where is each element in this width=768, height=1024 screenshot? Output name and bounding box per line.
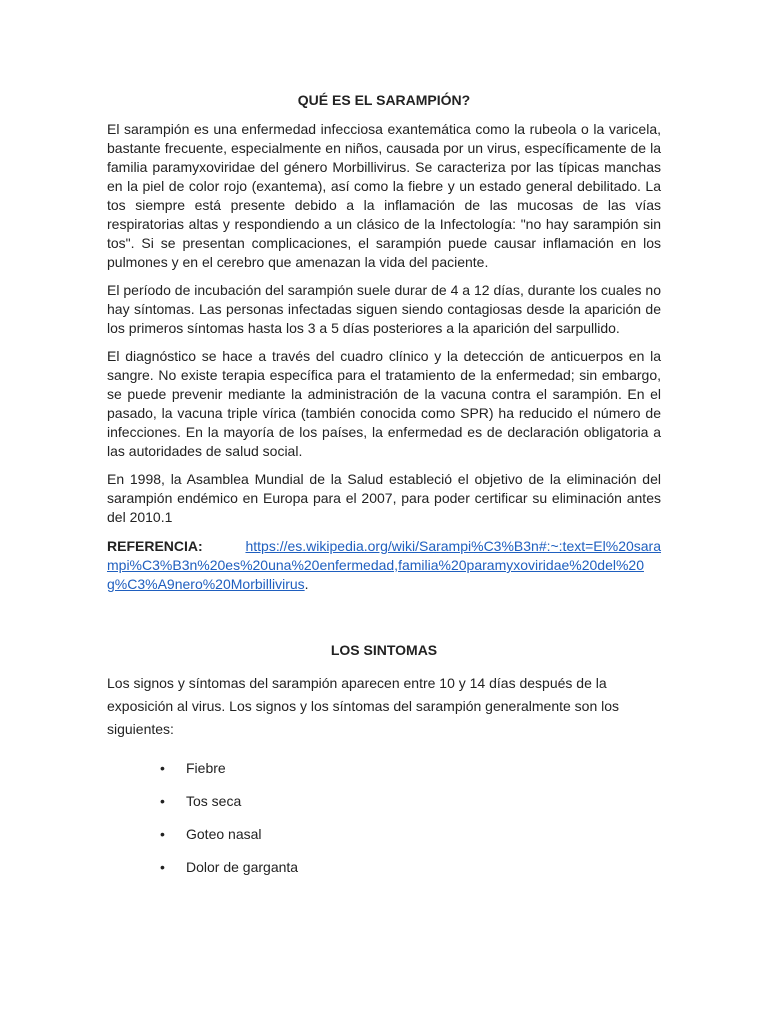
paragraph-sintomas-intro: Los signos y síntomas del sarampión aparecen entre 10 y 14 días después de la exposición al virus. Los signos y los síntomas del sarampión generalmente son los siguientes: [107, 675, 620, 737]
list-item [160, 759, 661, 777]
reference-label: REFERENCIA: [107, 538, 203, 554]
reference-trailing: . [304, 576, 309, 592]
symptom-label: Fiebre [186, 760, 226, 776]
reference-spacer [207, 538, 246, 554]
paragraph-diagnostico: El diagnóstico se hace a través del cuadro clínico y la detección de anticuerpos en la sangre. No existe terapia específica para el tratamiento de la enfermedad; sin embargo, se puede prevenir mediante la administración de la vacuna contra el sarampión. En el pasado, la vacuna triple vírica (también conocida como SPR) ha reducido el número de infecciones. En la mayoría de los países, la enfermedad es de declaración obligatoria a las autoridades de salud social. [107, 348, 661, 459]
document-page [107, 91, 661, 891]
bullet-icon: • [160, 826, 165, 842]
list-item [160, 858, 661, 876]
paragraph-definicion: El sarampión es una enfermedad infecciosa exantemática como la rubeola o la varicela, bastante frecuente, especialmente en niños, causada por un virus, específicamente de la familia paramyxoviridae del género Morbillivirus. Se caracteriza por las típicas manchas en la piel de color rojo (exantema), así como la fiebre y un estado general debilitado. La tos siempre está presente debido a la inflamación de las mucosas de las vías respiratorias altas y respondiendo a un clásico de la Infectología: "no hay sarampión sin tos". Si se presentan complicaciones, el sarampión puede causar inflamación en los pulmones y en el cerebro que amenazan la vida del paciente. [107, 121, 661, 270]
reference-line [107, 537, 661, 594]
paragraph-incubacion: El período de incubación del sarampión suele durar de 4 a 12 días, durante los cuales no hay síntomas. Las personas infectadas siguen siendo contagiosas desde la aparición de los primeros síntomas hasta los 3 a 5 días posteriores a la aparición del sarpullido. [107, 282, 661, 336]
symptoms-list [107, 759, 661, 876]
bullet-icon: • [160, 760, 165, 776]
section-title-que-es: QUÉ ES EL SARAMPIÓN? [297, 92, 471, 108]
paragraph-asamblea: En 1998, la Asamblea Mundial de la Salud estableció el objetivo de la eliminación del sarampión endémico en Europa para el 2007, para poder certificar su eliminación antes del 2010.1 [107, 471, 661, 525]
bullet-icon: • [160, 793, 165, 809]
reference-link[interactable]: https://es.wikipedia.org/wiki/Sarampi%C3%B3n#:~:text=El%20sarampi%C3%B3n%20es%20una%20enfermedad,familia%20paramyxoviridae%20del%20g%C3%A9nero%20Morbillivirus [107, 538, 662, 592]
symptom-label: Dolor de garganta [186, 859, 299, 875]
list-item [160, 792, 661, 810]
section-title-sintomas: LOS SINTOMAS [330, 642, 438, 658]
list-item [160, 825, 661, 843]
symptom-label: Tos seca [186, 793, 242, 809]
symptom-label: Goteo nasal [186, 826, 262, 842]
bullet-icon: • [160, 859, 165, 875]
